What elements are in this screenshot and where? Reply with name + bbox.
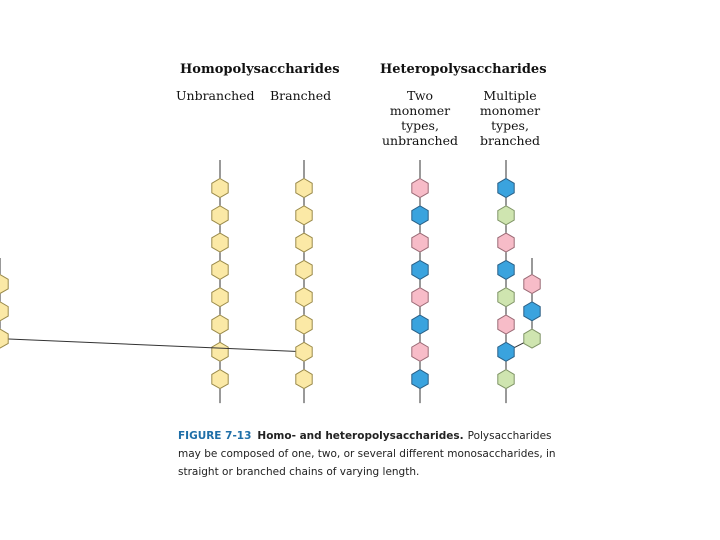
- branched-label: Branched: [270, 88, 332, 103]
- monomer-two-types-pink: [412, 233, 428, 252]
- monomer-branched-yellow: [296, 370, 312, 389]
- monomer-multiple-types-blue: [498, 260, 514, 279]
- monomer-two-types-pink: [412, 179, 428, 198]
- multiple-monomer-types-label: Multiple monomer types, branched: [479, 88, 541, 148]
- monomer-unbranched-yellow: [212, 260, 228, 279]
- monomer-unbranched-yellow: [212, 370, 228, 389]
- monomer-branched-yellow: [296, 315, 312, 334]
- figure-caption-body: Polysaccharides may be composed of one, two, or several different monosaccharides, in straight or branched chains of varying length.: [178, 430, 556, 478]
- monomer-multiple-types-green: [498, 370, 514, 389]
- figure-title: Homo- and heteropolysaccharides.: [257, 430, 464, 442]
- monomer-multiple-types-blue: [498, 179, 514, 198]
- figure-caption: [178, 427, 558, 481]
- monomer-unbranched-yellow: [212, 206, 228, 225]
- monomer-multiple-types-green: [498, 206, 514, 225]
- monomer-branched-yellow: [296, 233, 312, 252]
- glycosidic-bond: [0, 339, 304, 352]
- monomer-two-types-pink: [412, 342, 428, 361]
- monomer-unbranched-yellow: [212, 315, 228, 334]
- branch-monomer-branched-yellow: [0, 329, 8, 348]
- monomer-two-types-blue: [412, 315, 428, 334]
- branch-monomer-multiple-types-pink: [524, 275, 540, 294]
- two-monomer-types-label: Two monomer types, unbranched: [381, 88, 459, 148]
- monomer-unbranched-yellow: [212, 233, 228, 252]
- unbranched-label: Unbranched: [176, 88, 255, 103]
- monomer-two-types-blue: [412, 370, 428, 389]
- monomer-unbranched-yellow: [212, 288, 228, 307]
- figure-number: FIGURE 7-13: [178, 430, 252, 442]
- monomer-branched-yellow: [296, 206, 312, 225]
- branch-monomer-branched-yellow: [0, 302, 8, 321]
- monomer-two-types-blue: [412, 206, 428, 225]
- heteropolysaccharides-header: Heteropolysaccharides: [380, 62, 547, 77]
- homopolysaccharides-header: Homopolysaccharides: [180, 62, 340, 77]
- monomer-unbranched-yellow: [212, 342, 228, 361]
- monomer-branched-yellow: [296, 342, 312, 361]
- monomer-branched-yellow: [296, 260, 312, 279]
- monomer-unbranched-yellow: [212, 179, 228, 198]
- monomer-multiple-types-pink: [498, 233, 514, 252]
- monomer-two-types-pink: [412, 288, 428, 307]
- monomer-multiple-types-green: [498, 288, 514, 307]
- branch-monomer-branched-yellow: [0, 275, 8, 294]
- branch-monomer-multiple-types-blue: [524, 302, 540, 321]
- branch-monomer-multiple-types-green: [524, 329, 540, 348]
- monomer-two-types-blue: [412, 260, 428, 279]
- monomer-branched-yellow: [296, 288, 312, 307]
- monomer-branched-yellow: [296, 179, 312, 198]
- monomer-multiple-types-pink: [498, 315, 514, 334]
- monomer-multiple-types-blue: [498, 342, 514, 361]
